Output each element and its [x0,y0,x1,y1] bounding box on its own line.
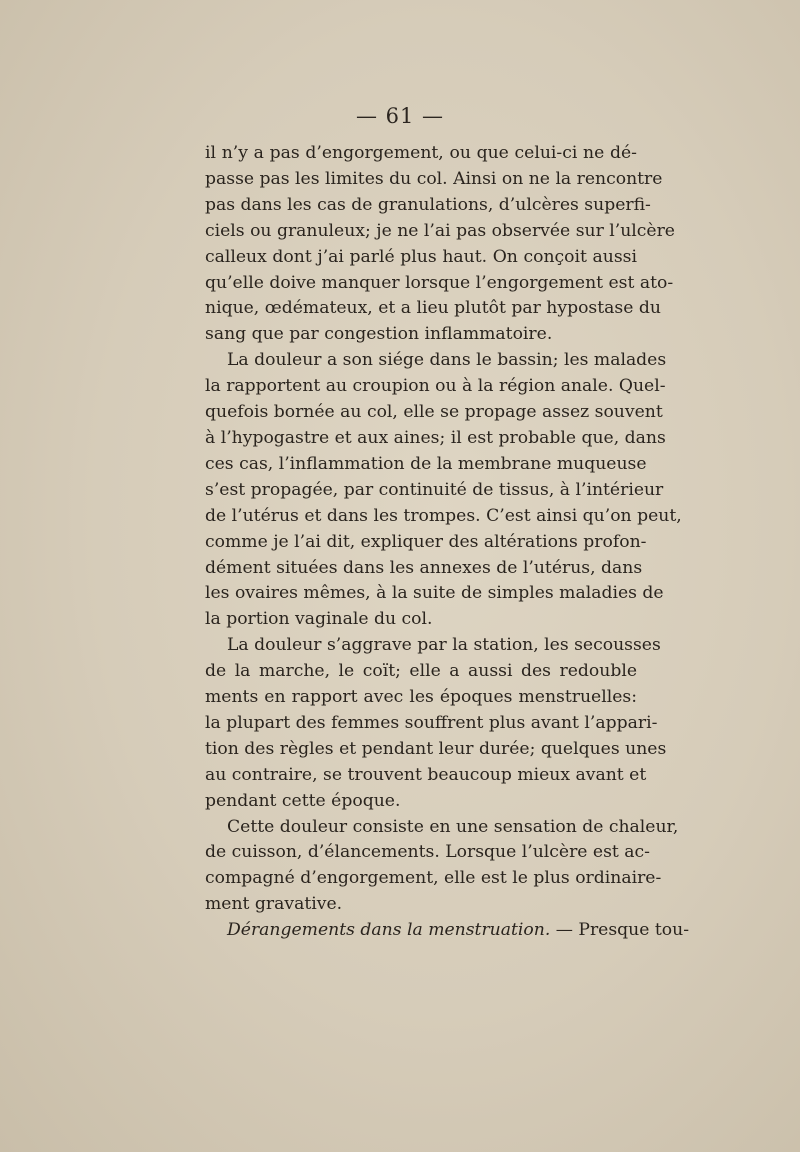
text-line: calleux dont j’ai parlé plus haut. On conçoit aussi [205,246,637,267]
text-line: compagné d’engorgement, elle est le plus ordinaire- [205,868,662,889]
text-line: passe pas les limites du col. Ainsi on ne la rencontre [205,168,663,189]
text-line: pendant cette époque. [205,790,401,811]
text-line: comme je l’ai dit, expliquer des altérations profon- [205,531,647,552]
text-continuation: — Presque tou- [550,920,690,941]
text-line: dément situées dans les annexes de l’utérus, dans [205,557,643,578]
text-line: nique, œdémateux, et a lieu plutôt par hypostase du [205,298,661,319]
text-line [205,918,690,944]
text-line: de la marche, le coït; elle a aussi des redouble [205,661,637,682]
text-line: La douleur s’aggrave par la station, les secousses [227,635,661,656]
text-line: la rapportent au croupion ou à la région anale. Quel- [205,376,666,397]
section-heading: Dérangements dans la menstruation. [227,920,551,941]
text-line: sang que par congestion inflammatoire. [205,324,553,345]
text-line: la portion vaginale du col. [205,609,433,630]
text-line: à l’hypogastre et aux aines; il est probable que, dans [205,427,666,448]
text-line: ments en rapport avec les époques menstruelles: [205,687,637,708]
text-line: qu’elle doive manquer lorsque l’engorgement est ato- [205,272,674,293]
text-line: La douleur a son siége dans le bassin; les malades [227,350,667,371]
text-line: ciels ou granuleux; je ne l’ai pas observée sur l’ulcère [205,220,675,241]
text-line: au contraire, se trouvent beaucoup mieux avant et [205,764,647,785]
page-number: — 61 — [355,104,445,128]
text-line: Cette douleur consiste en une sensation de chaleur, [227,816,679,837]
text-line: de cuisson, d’élancements. Lorsque l’ulcère est ac- [205,842,650,863]
text-line: tion des règles et pendant leur durée; quelques unes [205,738,667,759]
body-text [205,141,690,944]
text-line: il n’y a pas d’engorgement, ou que celui-ci ne dé- [205,143,637,163]
text-line: ces cas, l’inflammation de la membrane muqueuse [205,453,647,474]
text-line: la plupart des femmes souffrent plus avant l’appari- [205,712,658,733]
text-line: pas dans les cas de granulations, d’ulcères superfi- [205,194,651,215]
text-line: ment gravative. [205,894,343,915]
text-line: quefois bornée au col, elle se propage assez souvent [205,402,663,423]
text-line: s’est propagée, par continuité de tissus, à l’intérieur [205,479,664,500]
text-line: les ovaires mêmes, à la suite de simples maladies de [205,583,664,604]
text-line: de l’utérus et dans les trompes. C’est ainsi qu’on peut, [205,505,682,526]
